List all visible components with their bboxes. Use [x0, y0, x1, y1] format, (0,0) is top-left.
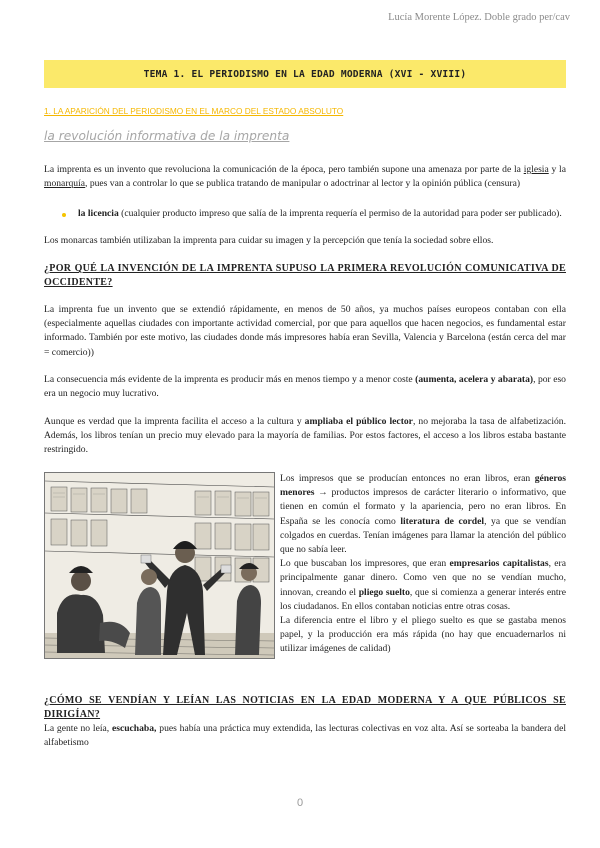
- answer1-p2-a: La consecuencia más evidente de la imprenta es producir más en menos tiempo y a menor coste: [44, 374, 416, 385]
- street-vendor-illustration: [44, 472, 275, 659]
- answer1-p2-b: , por eso era un negocio muy lucrativo.: [44, 374, 566, 400]
- arrow-right-icon: →: [314, 487, 332, 499]
- rc-p2-c: , que si comienza a generar interés entre los ciudadanos. En ellos contaban noticias entre otras cosas.: [280, 586, 566, 612]
- subtitle: la revolución informativa de la imprenta: [44, 129, 290, 143]
- page-title: TEMA 1. EL PERIODISMO EN LA EDAD MODERNA (XVI - XVIII): [143, 68, 467, 80]
- intro-text-c: , pues van a controlar lo que se publica tratando de manipular o adoctrinar al lector y la opinión pública (censura): [85, 178, 521, 190]
- iglesia-term: iglesia: [523, 164, 549, 175]
- escuchaba-term: escuchaba,: [111, 723, 157, 734]
- empresarios-capitalistas-term: empresarios capitalistas: [449, 558, 549, 570]
- rc-p2-a: Lo que buscaban los impresores, que eran: [280, 558, 450, 570]
- bullet-rest: (cualquier producto impreso que salía de la imprenta requería el permiso de la autoridad para poder ser publicado).: [118, 208, 562, 219]
- rc-p1-a: Los impresos que se producían entonces no eran libros, eran: [280, 473, 535, 484]
- header-author: Lucía Morente López. Doble grado per/cav: [388, 12, 570, 23]
- intro-text-b: y la: [548, 164, 566, 175]
- right-column: [280, 472, 566, 657]
- answer1-paragraph-1: La imprenta fue un invento que se extendió rápidamente, en menos de 50 años, ya muchos países europeos contaban con ella (especialmente aquellas ciudades con importante actividad comercial, por que para aquellos que hacen negocios, es fundamental estar informado. También por este motivo, las ciudades donde más impresores había eran Sevilla, Valencia y Barcelona (están cerca del mar = comercio)): [44, 304, 566, 358]
- pliego-suelto-term: pliego suelto: [358, 586, 410, 598]
- rc-p2-b: , era principalmente ganar dinero. Como ven que no se vendían mucho, innovan, creando el: [280, 558, 566, 598]
- question-1: ¿POR QUÉ LA INVENCIÓN DE LA IMPRENTA SUPUSO LA PRIMERA REVOLUCIÓN COMUNICATIVA DE OCCIDENTE?: [44, 263, 566, 288]
- answer2-a: La gente no leía,: [44, 723, 112, 734]
- answer1-p3-b: , no mejoraba la tasa de alfabetización. Además, los libros tenían un precio muy elevado para la mayoría de familias. Por estos factores, el acceso a los libros estaba bastante restringido.: [44, 416, 566, 456]
- generos-menores-paragraph: [280, 472, 566, 557]
- literatura-cordel-term: literatura de cordel: [400, 515, 485, 527]
- answer1-p3-a: Aunque es verdad que la imprenta facilita el acceso a la cultura y: [44, 416, 305, 427]
- answer1-p3-bold: ampliaba el público lector: [304, 416, 413, 427]
- licencia-term: la licencia: [78, 208, 119, 219]
- answer1-p2-bold: (aumenta, acelera y abarata): [415, 374, 534, 385]
- monarcas-paragraph: Los monarcas también utilizaban la imprenta para cuidar su imagen y la percepción que tenía la sociedad sobre ellos.: [44, 235, 494, 246]
- bullet-dot-icon: [62, 213, 66, 217]
- bullet-licencia: [62, 207, 566, 221]
- rc-p1-c: , ya que se vendían colgados en cuerdas. Tenían imágenes para llamar la atención del público que no sabía leer.: [280, 515, 566, 556]
- monarquia-term: monarquía: [44, 178, 86, 190]
- title-banner: [44, 60, 566, 88]
- answer1-paragraph-3: [44, 415, 566, 458]
- intro-text-a: La imprenta es un invento que revoluciona la comunicación de la época, pero también supone una amenaza por parte de la: [44, 164, 524, 175]
- answer1-paragraph-2: [44, 373, 566, 401]
- engraving-image: [45, 473, 274, 658]
- impresores-paragraph: [280, 557, 566, 614]
- bullet-text: [62, 207, 566, 221]
- question-2: ¿CÓMO SE VENDÍAN Y LEÍAN LAS NOTICIAS EN LA EDAD MODERNA Y A QUE PÚBLICOS SE DIRIGÍAN?: [44, 695, 566, 720]
- diferencia-paragraph: La diferencia entre el libro y el pliego suelto es que se gastaba menos papel, y la producción era más rápida (no hay que encuadernarlos ni utilizar imágenes de calidad): [280, 615, 566, 655]
- page-number: 0: [296, 797, 304, 809]
- answer2-b: pues había una práctica muy extendida, las lecturas colectivas en voz alta. Así se sorteaba la bandera del alfabetismo: [44, 723, 566, 749]
- generos-menores-term: géneros menores: [280, 473, 566, 499]
- answer2-paragraph: [44, 722, 566, 750]
- section-heading-link[interactable]: 1. LA APARICIÓN DEL PERIODISMO EN EL MARCO DEL ESTADO ABSOLUTO: [44, 106, 344, 116]
- intro-paragraph: [44, 163, 566, 191]
- rc-p1-b: productos impresos de carácter literario o informativo, que tienen en común el formato y la apariencia, pero no eran libros. En España se les conocía como: [280, 487, 567, 527]
